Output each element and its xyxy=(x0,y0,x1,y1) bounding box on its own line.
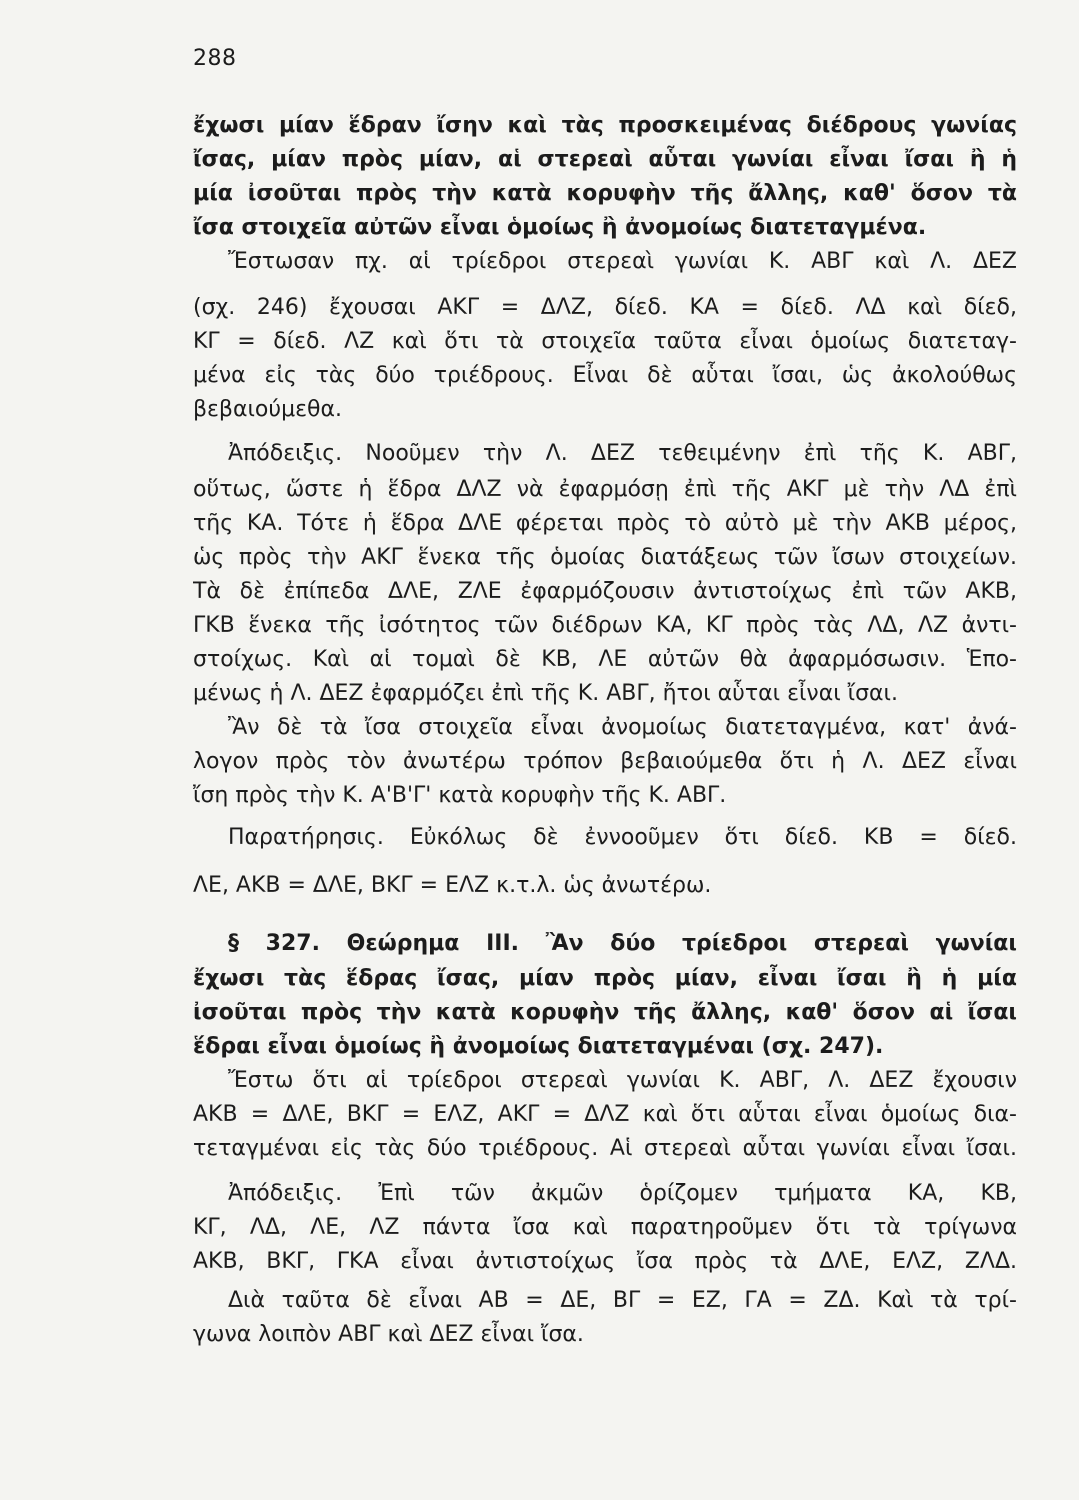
text-line: ἔχωσι τὰς ἕδρας ἴσας, μίαν πρὸς μίαν, εἶναι ἴσαι ἢ ἡ μία xyxy=(193,966,1017,991)
text-line: οὕτως, ὥστε ἡ ἕδρα ΔΛΖ νὰ ἐφαρμόσῃ ἐπὶ τῆς ΑΚΓ μὲ τὴν ΛΔ ἐπὶ xyxy=(193,477,1017,502)
text-line: βεβαιούμεθα. xyxy=(193,397,342,422)
text-line: ἴσα στοιχεῖα αὐτῶν εἶναι ὁμοίως ἢ ἀνομοίως διατεταγμένα. xyxy=(193,215,927,240)
text-line: Ἀπόδειξις. Νοοῦμεν τὴν Λ. ΔΕΖ τεθειμένην ἐπὶ τῆς Κ. ΑΒΓ, xyxy=(228,441,1017,466)
text-line: στοίχως. Καὶ αἱ τομαὶ δὲ ΚΒ, ΛΕ αὐτῶν θὰ ἀφαρμόσωσιν. Ἑπο- xyxy=(193,647,1017,672)
theorem-heading: § 327. Θεώρημα III. Ἂν δύο τρίεδροι στερεαὶ γωνίαι xyxy=(228,931,1017,956)
text-line: ΚΓ, ΛΔ, ΛΕ, ΛΖ πάντα ἴσα καὶ παρατηροῦμεν ὅτι τὰ τρίγωνα xyxy=(193,1215,1017,1240)
page-number: 288 xyxy=(193,46,237,71)
text-line: ΛΕ, ΑΚΒ = ΔΛΕ, ΒΚΓ = ΕΛΖ κ.τ.λ. ὡς ἀνωτέρω. xyxy=(193,873,712,898)
text-line: ὡς πρὸς τὴν ΑΚΓ ἕνεκα τῆς ὁμοίας διατάξεως τῶν ἴσων στοιχείων. xyxy=(193,545,1017,570)
text-line: ἰσοῦται πρὸς τὴν κατὰ κορυφὴν τῆς ἄλλης, καθ' ὅσον αἱ ἴσαι xyxy=(193,1000,1017,1025)
text-line: Ἀπόδειξις. Ἐπὶ τῶν ἀκμῶν ὁρίζομεν τμήματα ΚΑ, ΚΒ, xyxy=(228,1181,1017,1206)
text-line: ΑΚΒ, ΒΚΓ, ΓΚΑ εἶναι ἀντιστοίχως ἴσα πρὸς τὰ ΔΛΕ, ΕΛΖ, ΖΛΔ. xyxy=(193,1249,1017,1274)
text-line: ἴση πρὸς τὴν Κ. Α'Β'Γ' κατὰ κορυφὴν τῆς Κ. ΑΒΓ. xyxy=(193,783,727,808)
text-line: γωνα λοιπὸν ΑΒΓ καὶ ΔΕΖ εἶναι ἴσα. xyxy=(193,1322,584,1347)
text-line: ΑΚΒ = ΔΛΕ, ΒΚΓ = ΕΛΖ, ΑΚΓ = ΔΛΖ καὶ ὅτι αὗται εἶναι ὁμοίως δια- xyxy=(193,1102,1017,1127)
text-line: Ἔστωσαν πχ. αἱ τρίεδροι στερεαὶ γωνίαι Κ. ΑΒΓ καὶ Λ. ΔΕΖ xyxy=(228,249,1017,274)
text-line: ἴσας, μίαν πρὸς μίαν, αἱ στερεαὶ αὗται γωνίαι εἶναι ἴσαι ἢ ἡ xyxy=(193,147,1017,172)
text-line: Παρατήρησις. Εὐκόλως δὲ ἐννοοῦμεν ὅτι δίεδ. ΚΒ = δίεδ. xyxy=(228,825,1017,850)
text-line: ΚΓ = δίεδ. ΛΖ καὶ ὅτι τὰ στοιχεῖα ταῦτα εἶναι ὁμοίως διατεταγ- xyxy=(193,329,1017,354)
text-line: Τὰ δὲ ἐπίπεδα ΔΛΕ, ΖΛΕ ἐφαρμόζουσιν ἀντιστοίχως ἐπὶ τῶν ΑΚΒ, xyxy=(193,579,1017,604)
text-line: Ἔστω ὅτι αἱ τρίεδροι στερεαὶ γωνίαι Κ. ΑΒΓ, Λ. ΔΕΖ ἔχουσιν xyxy=(228,1068,1017,1093)
text-line: Ἂν δὲ τὰ ἴσα στοιχεῖα εἶναι ἀνομοίως διατεταγμένα, κατ' ἀνά- xyxy=(228,715,1017,740)
text-line: μία ἰσοῦται πρὸς τὴν κατὰ κορυφὴν τῆς ἄλλης, καθ' ὅσον τὰ xyxy=(193,181,1017,206)
text-line: Διὰ ταῦτα δὲ εἶναι ΑΒ = ΔΕ, ΒΓ = ΕΖ, ΓΑ = ΖΔ. Καὶ τὰ τρί- xyxy=(228,1288,1017,1313)
text-line: ἕδραι εἶναι ὁμοίως ἢ ἀνομοίως διατεταγμέναι (σχ. 247). xyxy=(193,1034,884,1059)
text-line: ἔχωσι μίαν ἕδραν ἴσην καὶ τὰς προσκειμένας διέδρους γωνίας xyxy=(193,113,1017,138)
text-line: μένως ἡ Λ. ΔΕΖ ἐφαρμόζει ἐπὶ τῆς Κ. ΑΒΓ, ἤτοι αὗται εἶναι ἴσαι. xyxy=(193,681,898,706)
text-line: μένα εἰς τὰς δύο τριέδρους. Εἶναι δὲ αὗται ἴσαι, ὡς ἀκολούθως xyxy=(193,363,1017,388)
text-line: ΓΚΒ ἕνεκα τῆς ἰσότητος τῶν διέδρων ΚΑ, ΚΓ πρὸς τὰς ΛΔ, ΛΖ ἀντι- xyxy=(193,613,1017,638)
text-line: τεταγμέναι εἰς τὰς δύο τριέδρους. Αἱ στερεαὶ αὗται γωνίαι εἶναι ἴσαι. xyxy=(193,1136,1017,1161)
text-line: τῆς ΚΑ. Τότε ἡ ἕδρα ΔΛΕ φέρεται πρὸς τὸ αὐτὸ μὲ τὴν ΑΚΒ μέρος, xyxy=(193,511,1017,536)
text-line: (σχ. 246) ἔχουσαι ΑΚΓ = ΔΛΖ, δίεδ. ΚΑ = δίεδ. ΛΔ καὶ δίεδ, xyxy=(193,295,1017,320)
text-line: λογον πρὸς τὸν ἀνωτέρω τρόπον βεβαιούμεθα ὅτι ἡ Λ. ΔΕΖ εἶναι xyxy=(193,749,1017,774)
